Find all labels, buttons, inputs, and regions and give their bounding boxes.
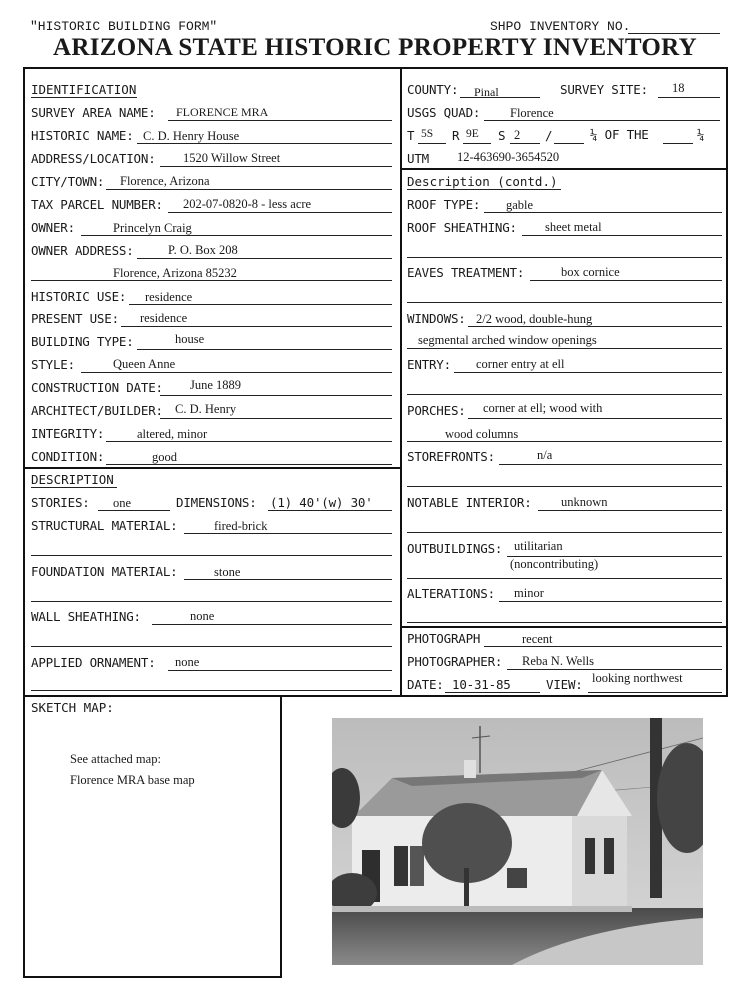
address-value[interactable]: 1520 Willow Street [183, 151, 281, 165]
quarter-label-end: ¼ [697, 127, 705, 142]
outbuildings-value-1[interactable]: utilitarian [514, 539, 563, 553]
historic-name-value[interactable]: C. D. Henry House [143, 129, 240, 143]
wall-sheathing-value[interactable]: none [190, 609, 215, 623]
porches-label: PORCHES: [407, 403, 466, 418]
notable-interior-value[interactable]: unknown [561, 495, 608, 509]
frame-left [23, 67, 25, 977]
section-slash: / [545, 128, 553, 143]
photographer-label: PHOTOGRAPHER: [407, 654, 503, 669]
architect-line [160, 418, 392, 419]
storefronts-line-2 [407, 486, 722, 487]
style-label: STYLE: [31, 357, 75, 372]
date-label: DATE: [407, 677, 444, 692]
section-label: S [498, 128, 506, 143]
structural-material-label: STRUCTURAL MATERIAL: [31, 518, 178, 533]
survey-site-line [658, 97, 720, 98]
usgs-quad-label: USGS QUAD: [407, 105, 481, 120]
sketch-bottom [23, 976, 282, 978]
photographer-value[interactable]: Reba N. Wells [522, 654, 595, 668]
owner-label: OWNER: [31, 220, 75, 235]
survey-site-value[interactable]: 18 [672, 81, 685, 95]
storefronts-value[interactable]: n/a [537, 448, 553, 462]
sketch-right [280, 695, 282, 977]
porches-value-2[interactable]: wood columns [445, 427, 519, 441]
tax-value[interactable]: 202-07-0820-8 - less acre [183, 197, 312, 211]
sketch-top [23, 695, 728, 697]
style-value[interactable]: Queen Anne [113, 357, 176, 371]
foundation-material-value[interactable]: stone [214, 565, 241, 579]
notable-interior-label: NOTABLE INTERIOR: [407, 495, 532, 510]
roof-sheathing-line-2 [407, 257, 722, 258]
foundation-material-label: FOUNDATION MATERIAL: [31, 564, 178, 579]
entry-line-2 [407, 394, 722, 395]
township-label: T [407, 128, 415, 143]
frame-mid [400, 67, 402, 697]
outbuildings-label: OUTBUILDINGS: [407, 541, 503, 556]
owner-value[interactable]: Princelyn Craig [113, 221, 192, 235]
county-value[interactable]: Pinal [474, 85, 499, 99]
tax-label: TAX PARCEL NUMBER: [31, 197, 163, 212]
form-label: "HISTORIC BUILDING FORM" [30, 19, 218, 34]
owner-address-label: OWNER ADDRESS: [31, 243, 134, 258]
wall-sheathing-line [152, 624, 392, 625]
photo-section-top [400, 626, 728, 628]
description-heading: DESCRIPTION [31, 472, 114, 487]
survey-area-value[interactable]: FLORENCE MRA [176, 105, 269, 119]
present-use-value[interactable]: residence [140, 311, 188, 325]
ident-bottom [23, 467, 402, 469]
dimensions-line [268, 510, 392, 511]
page-title: ARIZONA STATE HISTORIC PROPERTY INVENTORY [52, 34, 697, 61]
sketch-note-2: Florence MRA base map [70, 773, 195, 787]
date-value[interactable]: 10-31-85 [452, 677, 511, 692]
photographer-line [507, 669, 722, 670]
sketch-map-heading: SKETCH MAP: [31, 700, 114, 715]
storefronts-line [499, 464, 722, 465]
applied-ornament-label: APPLIED ORNAMENT: [31, 655, 156, 670]
entry-label: ENTRY: [407, 357, 451, 372]
windows-value-2[interactable]: segmental arched window openings [418, 333, 597, 347]
style-line [81, 372, 392, 373]
city-label: CITY/TOWN: [31, 174, 105, 189]
usgs-quad-value[interactable]: Florence [510, 106, 554, 120]
identification-heading: IDENTIFICATION [31, 82, 137, 97]
photograph-value[interactable]: recent [522, 632, 553, 646]
porches-line [468, 418, 722, 419]
roof-type-value[interactable]: gable [506, 198, 534, 212]
wall-sheathing-line-2 [31, 646, 392, 647]
condition-line [106, 464, 392, 465]
description-contd-underline [407, 189, 561, 190]
historic-use-label: HISTORIC USE: [31, 289, 127, 304]
city-line [106, 189, 392, 190]
utm-label: UTM [407, 151, 429, 166]
wall-sheathing-label: WALL SHEATHING: [31, 609, 141, 624]
view-label: VIEW: [546, 677, 583, 692]
present-use-label: PRESENT USE: [31, 311, 119, 326]
roof-sheathing-line [522, 235, 722, 236]
survey-site-label: SURVEY SITE: [560, 82, 648, 97]
building-type-line [137, 349, 392, 350]
city-value[interactable]: Florence, Arizona [120, 174, 210, 188]
structural-material-value[interactable]: fired-brick [214, 519, 268, 533]
township-value[interactable]: 5S [421, 128, 434, 140]
range-line [463, 143, 491, 144]
applied-ornament-line [168, 670, 392, 671]
view-value[interactable]: looking northwest [592, 671, 683, 685]
porches-value-1[interactable]: corner at ell; wood with [483, 401, 603, 415]
present-use-line [121, 326, 392, 327]
identification-heading-underline [31, 97, 137, 98]
construction-date-label: CONSTRUCTION DATE: [31, 380, 163, 395]
historic-name-label: HISTORIC NAME: [31, 128, 134, 143]
sketch-note-1: See attached map: [70, 752, 161, 766]
construction-date-line [160, 395, 392, 396]
roof-type-label: ROOF TYPE: [407, 197, 481, 212]
quarter-line-1 [554, 143, 584, 144]
photograph-label: PHOTOGRAPH [407, 631, 481, 646]
shpo-inventory-label: SHPO INVENTORY NO. [490, 19, 631, 34]
entry-value[interactable]: corner entry at ell [476, 357, 565, 371]
address-line [160, 166, 392, 167]
architect-value[interactable]: C. D. Henry [175, 402, 237, 416]
alterations-line-2 [407, 622, 722, 623]
alterations-label: ALTERATIONS: [407, 586, 495, 601]
eaves-value[interactable]: box cornice [561, 265, 620, 279]
utm-value[interactable]: 12-463690-3654520 [457, 150, 560, 164]
structural-material-line-2 [31, 555, 392, 556]
historic-use-value[interactable]: residence [145, 290, 193, 304]
stories-line [98, 510, 170, 511]
dimensions-label: DIMENSIONS: [176, 495, 257, 510]
integrity-value[interactable]: altered, minor [137, 427, 208, 441]
description-contd-heading: Description (contd.) [407, 174, 558, 189]
storefronts-label: STOREFRONTS: [407, 449, 495, 464]
eaves-line-2 [407, 302, 722, 303]
alterations-value[interactable]: minor [514, 586, 544, 600]
county-label: COUNTY: [407, 82, 459, 97]
windows-line-2 [407, 348, 722, 349]
applied-ornament-value[interactable]: none [175, 655, 200, 669]
alterations-line [499, 601, 722, 602]
address-label: ADDRESS/LOCATION: [31, 151, 156, 166]
date-line [445, 692, 540, 693]
tax-line [168, 212, 392, 213]
building-type-value[interactable]: house [175, 332, 205, 346]
view-line [588, 692, 722, 693]
contd-top [400, 168, 728, 170]
architect-label: ARCHITECT/BUILDER: [31, 403, 163, 418]
entry-line [454, 372, 722, 373]
condition-label: CONDITION: [31, 449, 105, 464]
house-photo [332, 718, 703, 965]
quarter-line-2 [663, 143, 693, 144]
foundation-material-line-2 [31, 601, 392, 602]
condition-value[interactable]: good [152, 450, 177, 464]
township-line [418, 143, 446, 144]
owner-address-value-2[interactable]: Florence, Arizona 85232 [113, 266, 237, 280]
notable-interior-line [538, 510, 722, 511]
description-heading-underline [31, 487, 117, 488]
notable-interior-line-2 [407, 532, 722, 533]
outbuildings-line-2 [407, 578, 722, 579]
range-value[interactable]: 9E [466, 128, 479, 140]
owner-address-line-1 [137, 258, 392, 259]
survey-area-label: SURVEY AREA NAME: [31, 105, 156, 120]
windows-value-1[interactable]: 2/2 wood, double-hung [476, 312, 593, 326]
construction-date-value[interactable]: June 1889 [190, 378, 242, 392]
range-label: R [452, 128, 460, 143]
frame-right [726, 67, 728, 697]
dimensions-value[interactable]: (1) 40'(w) 30' [270, 495, 373, 510]
stories-label: STORIES: [31, 495, 90, 510]
integrity-label: INTEGRITY: [31, 426, 105, 441]
frame-top [23, 67, 728, 69]
section-value[interactable]: 2 [514, 128, 521, 142]
stories-value[interactable]: one [113, 496, 132, 510]
roof-sheathing-label: ROOF SHEATHING: [407, 220, 517, 235]
applied-ornament-line-2 [31, 690, 392, 691]
survey-area-line [168, 120, 392, 121]
owner-address-value-1[interactable]: P. O. Box 208 [168, 243, 238, 257]
roof-sheathing-value[interactable]: sheet metal [545, 220, 602, 234]
photograph-line [484, 646, 722, 647]
windows-label: WINDOWS: [407, 311, 466, 326]
section-line [510, 143, 540, 144]
county-line [460, 97, 540, 98]
building-type-label: BUILDING TYPE: [31, 334, 134, 349]
outbuildings-value-2[interactable]: (noncontributing) [510, 557, 599, 571]
eaves-line [530, 280, 722, 281]
quarter-of-the-label: ¼ OF THE [590, 127, 649, 142]
eaves-label: EAVES TREATMENT: [407, 265, 525, 280]
